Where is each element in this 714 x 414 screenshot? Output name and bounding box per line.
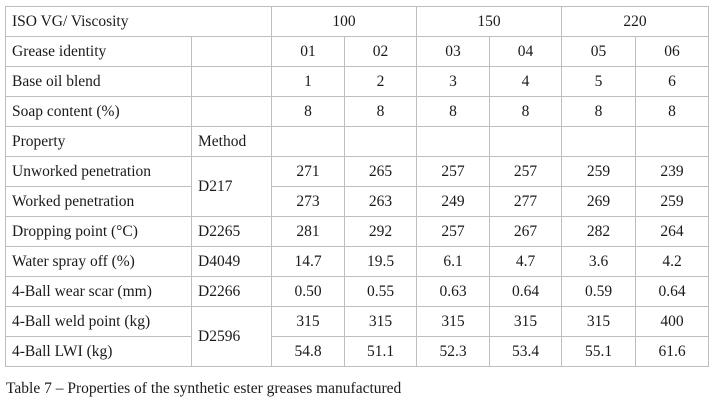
soap-cell: 8	[562, 97, 636, 127]
empty-cell	[417, 127, 490, 157]
value-cell: 257	[417, 217, 490, 247]
identity-cell: 06	[636, 37, 709, 67]
soap-label: Soap content (%)	[6, 97, 192, 127]
identity-label: Grease identity	[6, 37, 192, 67]
table-row	[6, 157, 709, 187]
viscosity-group: 150	[417, 7, 562, 37]
value-cell: 264	[636, 217, 709, 247]
empty-cell	[345, 127, 417, 157]
value-cell: 267	[490, 217, 562, 247]
value-cell: 277	[490, 187, 562, 217]
method-header: Method	[192, 127, 272, 157]
soap-cell: 8	[490, 97, 562, 127]
soap-cell: 8	[345, 97, 417, 127]
value-cell: 61.6	[636, 337, 709, 367]
table-row	[6, 307, 709, 337]
base-oil-cell: 4	[490, 67, 562, 97]
property-header: Property	[6, 127, 192, 157]
property-name: Worked penetration	[6, 187, 192, 217]
base-oil-cell: 6	[636, 67, 709, 97]
viscosity-label: ISO VG/ Viscosity	[6, 7, 272, 37]
value-cell: 54.8	[272, 337, 345, 367]
base-oil-cell: 3	[417, 67, 490, 97]
property-name: 4-Ball LWI (kg)	[6, 337, 192, 367]
table-caption: Table 7 – Properties of the synthetic ester greases manufactured	[6, 380, 402, 397]
method-cell: D2265	[192, 217, 272, 247]
base-oil-cell: 1	[272, 67, 345, 97]
table-row	[6, 187, 709, 217]
soap-cell: 8	[417, 97, 490, 127]
empty-cell	[490, 127, 562, 157]
value-cell: 315	[417, 307, 490, 337]
value-cell: 281	[272, 217, 345, 247]
value-cell: 269	[562, 187, 636, 217]
property-name: 4-Ball weld point (kg)	[6, 307, 192, 337]
method-cell: D2596	[192, 307, 272, 367]
property-name: Water spray off (%)	[6, 247, 192, 277]
base-oil-cell: 5	[562, 67, 636, 97]
value-cell: 4.7	[490, 247, 562, 277]
value-cell: 282	[562, 217, 636, 247]
empty-cell	[636, 127, 709, 157]
value-cell: 0.63	[417, 277, 490, 307]
empty-cell	[192, 37, 272, 67]
viscosity-group: 100	[272, 7, 417, 37]
table-row	[6, 277, 709, 307]
value-cell: 0.64	[636, 277, 709, 307]
method-cell: D4049	[192, 247, 272, 277]
value-cell: 55.1	[562, 337, 636, 367]
value-cell: 51.1	[345, 337, 417, 367]
value-cell: 0.55	[345, 277, 417, 307]
value-cell: 263	[345, 187, 417, 217]
soap-row	[6, 97, 709, 127]
empty-cell	[192, 67, 272, 97]
empty-cell	[192, 97, 272, 127]
value-cell: 239	[636, 157, 709, 187]
value-cell: 315	[562, 307, 636, 337]
property-name: 4-Ball wear scar (mm)	[6, 277, 192, 307]
value-cell: 0.59	[562, 277, 636, 307]
identity-cell: 04	[490, 37, 562, 67]
value-cell: 19.5	[345, 247, 417, 277]
empty-cell	[562, 127, 636, 157]
identity-cell: 01	[272, 37, 345, 67]
value-cell: 292	[345, 217, 417, 247]
value-cell: 0.64	[490, 277, 562, 307]
value-cell: 14.7	[272, 247, 345, 277]
property-name: Dropping point (°C)	[6, 217, 192, 247]
soap-cell: 8	[272, 97, 345, 127]
value-cell: 315	[272, 307, 345, 337]
value-cell: 315	[345, 307, 417, 337]
table-row	[6, 247, 709, 277]
value-cell: 249	[417, 187, 490, 217]
value-cell: 52.3	[417, 337, 490, 367]
properties-table	[5, 6, 709, 367]
method-cell: D217	[192, 157, 272, 217]
identity-cell: 05	[562, 37, 636, 67]
identity-cell: 03	[417, 37, 490, 67]
identity-row	[6, 37, 709, 67]
value-cell: 259	[562, 157, 636, 187]
value-cell: 271	[272, 157, 345, 187]
value-cell: 315	[490, 307, 562, 337]
value-cell: 257	[417, 157, 490, 187]
value-cell: 0.50	[272, 277, 345, 307]
value-cell: 257	[490, 157, 562, 187]
base-oil-cell: 2	[345, 67, 417, 97]
method-cell: D2266	[192, 277, 272, 307]
viscosity-group: 220	[562, 7, 709, 37]
value-cell: 273	[272, 187, 345, 217]
table-row	[6, 217, 709, 247]
property-header-row	[6, 127, 709, 157]
value-cell: 265	[345, 157, 417, 187]
viscosity-row	[6, 7, 709, 37]
base-oil-row	[6, 67, 709, 97]
identity-cell: 02	[345, 37, 417, 67]
base-oil-label: Base oil blend	[6, 67, 192, 97]
value-cell: 4.2	[636, 247, 709, 277]
value-cell: 53.4	[490, 337, 562, 367]
value-cell: 259	[636, 187, 709, 217]
empty-cell	[272, 127, 345, 157]
property-name: Unworked penetration	[6, 157, 192, 187]
table-row	[6, 337, 709, 367]
value-cell: 6.1	[417, 247, 490, 277]
soap-cell: 8	[636, 97, 709, 127]
value-cell: 3.6	[562, 247, 636, 277]
value-cell: 400	[636, 307, 709, 337]
